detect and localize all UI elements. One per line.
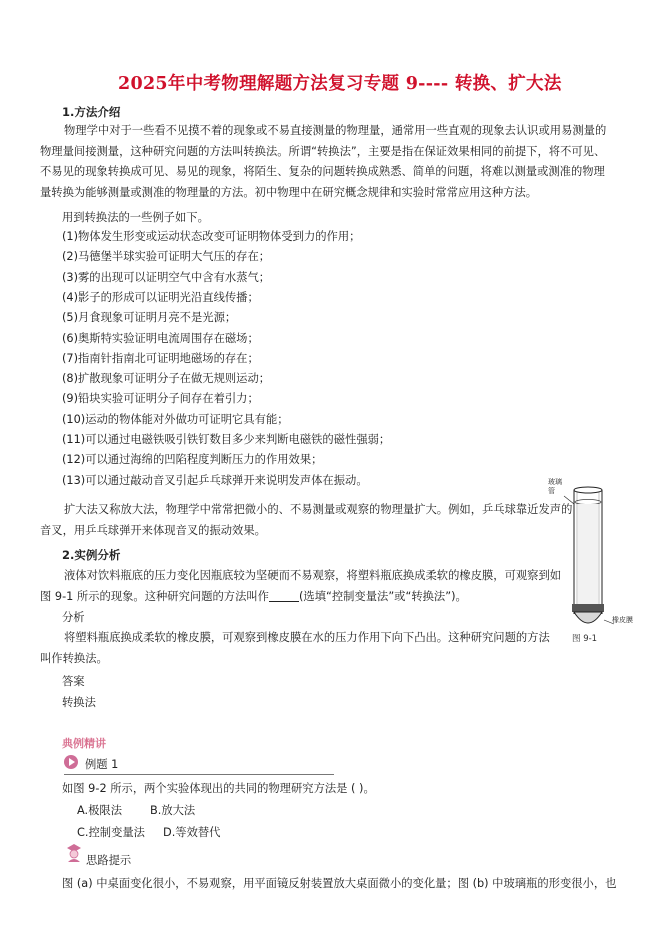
answer-text: 转换法 [62, 696, 96, 709]
example-list-item: (1)物体发生形变或运动状态改变可证明物体受到力的作用； [62, 230, 361, 243]
example-question: 如图 9-2 所示，两个实验体现出的共同的物理研究方法是 ( )。 [62, 782, 375, 795]
page-title: 2025年中考物理解题方法复习专题 9---- 转换、扩大法 [118, 74, 562, 94]
figure-caption: 图 9-1 [572, 634, 598, 644]
example-list-item: (3)雾的出现可以证明空气中含有水蒸气； [62, 270, 271, 284]
option-a: A.极限法 [77, 804, 123, 817]
section-heading-method: 1.方法介绍 [62, 105, 121, 119]
method-paragraph: 物理学中对于一些看不见摸不着的现象或不易直接测量的物理量，通常用一些直观的现象去认识或用易测量的物理量间接测量，这种研究问题的方法叫转换法。所谓“转换法”，主要是指在保证效果相同的前提下，将不可见、不易见的现象转换成可见、易见的现象，将陌生、复杂的问题转换成熟悉、简单的问题，将难以测量或测准的物理量转换为能够测量或测准的物理量的方法。初中物理中在研究概念规律和实验时常常应用这种方法。 [40, 124, 607, 199]
option-c: C.控制变量法 [77, 826, 145, 839]
example-list-item: (9)铅块实验可证明分子间存在着引力； [62, 392, 259, 406]
hint-label: 思路提示 [86, 854, 132, 867]
example-list-item: (8)扩散现象可证明分子在做无规则运动； [62, 372, 271, 386]
enlarge-paragraph: 扩大法又称放大法，物理学中常常把微小的、不易测量或观察的物理量扩大。例如，乒乓球靠近发声的音叉，用乒乓球弹开来体现音叉的振动效果。 [40, 503, 573, 537]
analysis-label: 分析 [62, 611, 85, 624]
student-icon [64, 842, 84, 862]
example-list-item: (11)可以通过电磁铁吸引铁钉数目多少来判断电磁铁的磁性强弱； [62, 433, 391, 446]
tube-label: 玻璃管 [548, 478, 562, 495]
hint-text: 图 (a) 中桌面变化很小，不易观察，用平面镜反射装置放大桌面微小的变化量；图 (b) 中玻璃瓶的形变很小，也 [62, 877, 617, 890]
option-b: B.放大法 [150, 804, 196, 817]
option-d: D.等效替代 [163, 826, 221, 839]
membrane-label: 橡皮膜 [612, 616, 633, 624]
example-list-item: (2)马德堡半球实验可证明大气压的存在； [62, 250, 271, 264]
examples-intro: 用到转换法的一些例子如下。 [62, 211, 209, 224]
section-heading-analysis: 2.实例分析 [62, 548, 121, 562]
example-list-item: (4)影子的形成可以证明光沿直线传播； [62, 290, 259, 304]
example-list-item: (12)可以通过海绵的凹陷程度判断压力的作用效果； [62, 453, 323, 467]
example-tag: 例题 1 [85, 758, 119, 771]
analysis-paragraph: 将塑料瓶底换成柔软的橡皮膜，可观察到橡皮膜在水的压力作用下向下凸出。这种研究问题的方法叫作转换法。 [40, 631, 550, 665]
section-label-examples: 典例精讲 [62, 737, 106, 750]
answer-blank [269, 589, 299, 602]
example-list-item: (13)可以通过敲动音叉引起乒乓球弹开来说明发声体在振动。 [62, 473, 368, 487]
example-list-item: (5)月食现象可证明月亮不是光源； [62, 311, 237, 325]
question-paragraph: 液体对饮料瓶底的压力变化因瓶底较为坚硬而不易观察，将塑料瓶底换成柔软的橡皮膜，可观察到如图 9-1 所示的现象。这种研究问题的方法叫作 (选填“控制变量法”或“转换法”)。 [40, 569, 562, 603]
answer-label: 答案 [62, 675, 85, 688]
figure-9-1 [546, 476, 636, 646]
example-list-item: (6)奥斯特实验证明电流周围存在磁场； [62, 331, 259, 345]
example-list-item: (10)运动的物体能对外做功可证明它具有能； [62, 412, 289, 426]
example-list-item: (7)指南针指南北可证明地磁场的存在； [62, 351, 259, 365]
